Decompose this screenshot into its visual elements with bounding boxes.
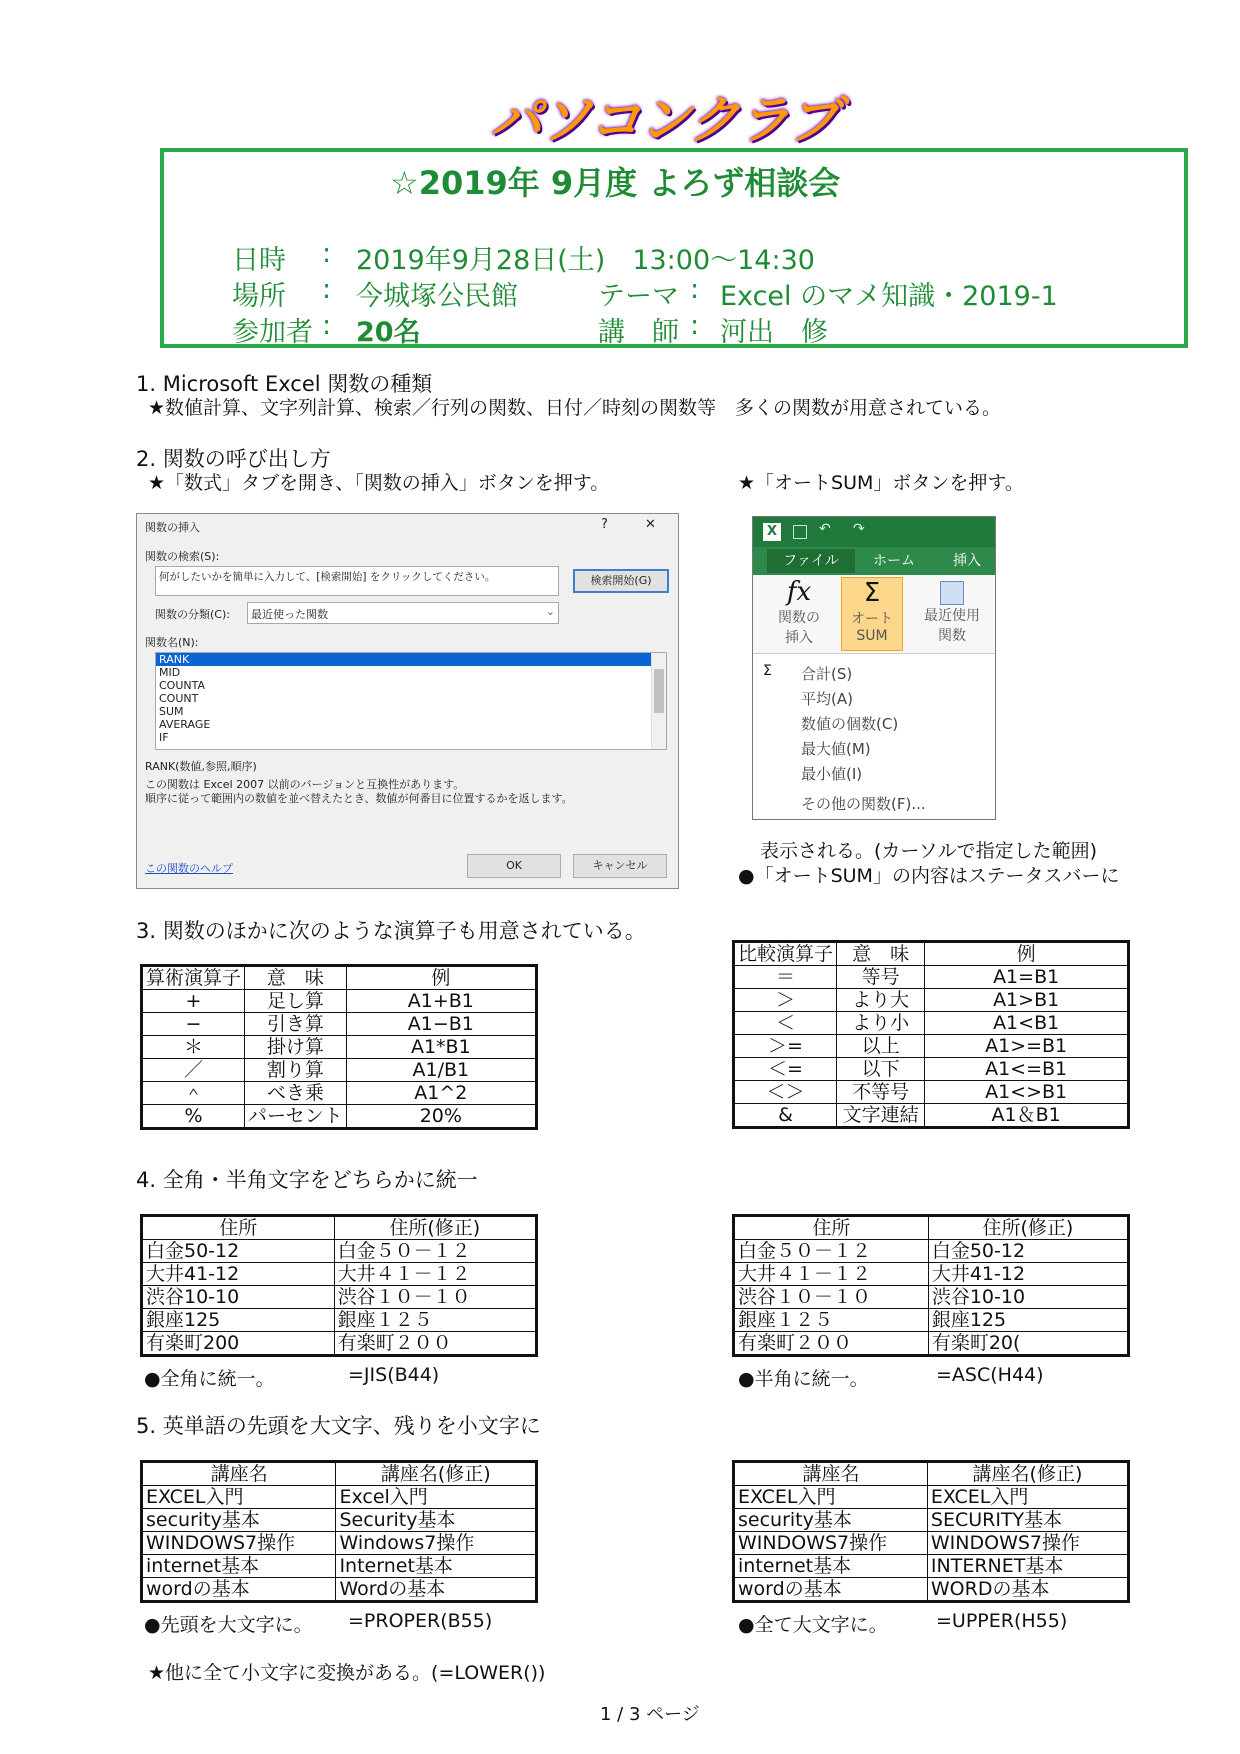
table-header-row [142,1462,537,1486]
autosum-note-2: ●「オートSUM」の内容はステータスバーに [738,865,1120,887]
table-cell: 有楽町20( [928,1332,1128,1356]
dialog-title: 関数の挿入 [145,521,200,534]
table-cell: ＜ [734,1012,837,1035]
table-header-row [142,966,537,990]
club-logo: パソコンクラブ [490,91,838,151]
function-list-item[interactable]: IF [159,731,169,744]
table-cell: Security基本 [336,1509,537,1532]
autosum-button[interactable] [841,577,903,651]
function-list-item[interactable]: SUM [159,705,184,718]
table-cell: internet基本 [142,1555,336,1578]
table-row [142,1486,537,1509]
table-header-cell: 住所 [142,1216,335,1240]
table-cell: 銀座１２５ [734,1309,929,1332]
table-row [734,1555,1129,1578]
table-cell: + [142,990,245,1013]
place-sep: : [322,274,332,305]
table-cell: ＾ [142,1082,245,1105]
table-cell: 文字連結 [837,1104,925,1128]
table-cell: WINDOWS7操作 [927,1532,1128,1555]
table-cell: ＊ [142,1036,245,1059]
table-row [142,1013,537,1036]
proper-note: ●先頭を大文字に。 [144,1614,313,1636]
lecturer-value: 河出 修 [720,317,828,348]
table-row [734,1058,1129,1081]
table-cell: 大井41-12 [928,1263,1128,1286]
function-list[interactable] [155,652,667,750]
table-cell: ／ [142,1059,245,1082]
table-row [734,1012,1129,1035]
table-cell: A1^2 [346,1082,536,1105]
table-row [734,1578,1129,1602]
table-header-row [142,1216,537,1240]
table-cell: 以下 [837,1058,925,1081]
table-cell: INTERNET基本 [927,1555,1128,1578]
table-row [734,966,1129,989]
table-cell: 以上 [837,1035,925,1058]
category-select[interactable] [247,602,559,624]
table-header-cell: 例 [346,966,536,990]
table-cell: WORDの基本 [927,1578,1128,1602]
dialog-help-icon[interactable]: ? [601,517,608,532]
table-cell: EXCEL入門 [927,1486,1128,1509]
table-cell: 引き算 [245,1013,347,1036]
table-cell: A1+B1 [346,990,536,1013]
tab-home[interactable]: ホーム [873,553,915,569]
table-row [142,1286,537,1309]
recent-functions-label-1: 最近使用 [924,608,980,624]
asc-formula: =ASC(H44) [936,1364,1044,1386]
autosum-label-2: SUM [856,628,888,644]
place-label: 場所 [232,281,286,312]
table-cell: 白金50-12 [928,1240,1128,1263]
table-cell: A1＆B1 [925,1104,1129,1128]
function-list-scrollbar[interactable] [651,653,666,749]
table-header-cell: 意 味 [837,942,925,966]
table-cell: 大井４１－１２ [334,1263,536,1286]
table-header-cell: 講座名(修正) [927,1462,1128,1486]
table-cell: 大井４１－１２ [734,1263,929,1286]
upper-formula: =UPPER(H55) [936,1610,1068,1632]
date-label: 日時 [232,245,286,276]
table-cell: 銀座１２５ [334,1309,536,1332]
table-row [734,1104,1129,1128]
table-cell: WINDOWS7操作 [142,1532,336,1555]
table-row [142,1532,537,1555]
search-label: 関数の検索(S): [145,550,220,563]
table-row [734,1286,1129,1309]
table-cell: A1<=B1 [925,1058,1129,1081]
autosum-menu-item[interactable]: 平均(A) [801,690,853,708]
table-cell: wordの基本 [734,1578,928,1602]
tab-file[interactable]: ファイル [767,549,855,573]
search-start-button[interactable]: 検索開始(G) [573,569,669,593]
tab-insert[interactable]: 挿入 [953,553,981,569]
function-list-item[interactable]: AVERAGE [159,718,211,731]
proper-case-table [140,1460,538,1603]
table-cell: − [142,1013,245,1036]
table-cell: A1*B1 [346,1036,536,1059]
theme-sep: : [690,274,700,305]
table-cell: ＞= [734,1035,837,1058]
table-row [142,990,537,1013]
table-row [142,1240,537,1263]
table-cell: A1=B1 [925,966,1129,989]
table-row [142,1263,537,1286]
function-list-item[interactable]: COUNT [159,692,199,705]
page-number: 1 / 3 ページ [600,1704,700,1725]
table-cell: 掛け算 [245,1036,347,1059]
attendees-sep: : [322,310,332,341]
jis-formula: =JIS(B44) [348,1364,440,1386]
function-signature: RANK(数値,参照,順序) [145,760,257,773]
fullwidth-note: ●全角に統一。 [144,1368,275,1390]
table-header-cell: 比較演算子 [734,942,837,966]
category-value: 最近使った関数 [251,608,328,621]
table-header-cell: 住所 [734,1216,929,1240]
table-row [734,1240,1129,1263]
table-row [142,1509,537,1532]
section3-heading: 3. 関数のほかに次のような演算子も用意されている。 [136,919,646,943]
table-row [142,1082,537,1105]
autosum-menu-item[interactable]: その他の関数(F)... [801,795,926,813]
table-row [734,1532,1129,1555]
table-cell: より小 [837,1012,925,1035]
table-row [734,1081,1129,1104]
section1-heading: 1. Microsoft Excel 関数の種類 [136,372,433,396]
sigma-small-icon: Σ [763,663,772,679]
section2-left-text: ★「数式」タブを開き、「関数の挿入」ボタンを押す。 [148,472,610,494]
attendees-label: 参加者 [232,317,313,348]
insert-function-button[interactable] [763,577,835,651]
table-cell: 等号 [837,966,925,989]
redo-icon[interactable]: ↷ [853,521,865,537]
table-cell: 白金５０－１２ [334,1240,536,1263]
table-row [734,1035,1129,1058]
table-header-row [734,1462,1129,1486]
function-list-item[interactable]: RANK [156,653,666,666]
table-row [142,1309,537,1332]
section1-text: ★数値計算、文字列計算、検索／行列の関数、日付／時刻の関数等 多くの関数が用意されている。 [148,397,1002,419]
table-cell: 渋谷１０－１０ [734,1286,929,1309]
table-cell: security基本 [734,1509,928,1532]
insert-function-dialog [136,513,679,889]
table-row [142,1332,537,1356]
autosum-menu-item[interactable]: 合計(S) [801,665,853,683]
table-cell: パーセント [245,1105,347,1129]
save-icon[interactable] [793,525,807,539]
function-description-2: 順序に従って範囲内の数値を並べ替えたとき、数値が何番目に位置するかを返します。 [145,792,573,805]
table-cell: 不等号 [837,1081,925,1104]
comparison-operators-table [732,940,1130,1129]
table-cell: 渋谷10-10 [142,1286,335,1309]
table-header-cell: 講座名(修正) [336,1462,537,1486]
table-header-cell: 住所(修正) [928,1216,1128,1240]
table-row [142,1059,537,1082]
table-header-cell: 住所(修正) [334,1216,536,1240]
place-value: 今城塚公民館 [356,281,518,312]
lecturer-sep: : [690,310,700,341]
function-search-value: 何がしたいかを簡単に入力して、[検索開始] をクリックしてください。 [159,571,496,583]
table-cell: wordの基本 [142,1578,336,1602]
table-cell: 大井41-12 [142,1263,335,1286]
scrollbar-thumb[interactable] [654,669,664,713]
table-cell: ＜＞ [734,1081,837,1104]
date-value: 2019年9月28日(土) 13:00～14:30 [356,245,815,276]
table-cell: EXCEL入門 [734,1486,928,1509]
undo-icon[interactable]: ↶ [819,521,831,537]
table-cell: ＜= [734,1058,837,1081]
halfwidth-note: ●半角に統一。 [738,1368,869,1390]
book-icon [940,581,964,605]
function-names-label: 関数名(N): [145,636,199,649]
section2-right-text: ★「オートSUM」ボタンを押す。 [738,472,1024,494]
table-row [734,1309,1129,1332]
function-list-items [156,653,666,744]
sigma-icon: Σ [863,578,881,608]
fx-icon: fx [786,577,812,607]
table-row [142,1105,537,1129]
table-cell: 渋谷10-10 [928,1286,1128,1309]
section2-heading: 2. 関数の呼び出し方 [136,447,331,471]
upper-note: ●全て大文字に。 [738,1614,888,1636]
table-cell: 渋谷１０－１０ [334,1286,536,1309]
autosum-note-1: 表示される。(カーソルで指定した範囲) [760,840,1098,862]
table-cell: 20% [346,1105,536,1129]
table-row [142,1036,537,1059]
table-cell: Internet基本 [336,1555,537,1578]
table-cell: ＝ [734,966,837,989]
upper-case-table [732,1460,1130,1603]
autosum-menu-item[interactable]: 数値の個数(C) [801,715,899,733]
table-header-cell: 講座名 [142,1462,336,1486]
table-row [734,1509,1129,1532]
recent-functions-button[interactable] [913,577,991,651]
table-cell: より大 [837,989,925,1012]
table-header-cell: 講座名 [734,1462,928,1486]
table-header-cell: 算術演算子 [142,966,245,990]
cancel-button[interactable]: キャンセル [573,854,667,878]
table-cell: Excel入門 [336,1486,537,1509]
table-row [142,1555,537,1578]
table-cell: % [142,1105,245,1129]
section5-heading: 5. 英単語の先頭を大文字、残りを小文字に [136,1414,541,1438]
function-search-input[interactable] [155,566,559,596]
arithmetic-operators-table [140,964,538,1130]
table-row [734,1263,1129,1286]
autosum-label-1: オート [851,611,893,627]
halfwidth-address-table [732,1214,1130,1357]
section4-heading: 4. 全角・半角文字をどちらかに統一 [136,1168,478,1192]
table-cell: 有楽町200 [142,1332,335,1356]
event-title: ☆2019年 9月度 よろず相談会 [390,164,841,202]
ok-button[interactable]: OK [467,854,561,878]
function-list-item[interactable]: COUNTA [159,679,206,692]
ribbon-tab-bar [753,547,995,575]
lower-note: ★他に全て小文字に変換がある。(=LOWER()) [148,1662,546,1684]
table-cell: 有楽町２００ [734,1332,929,1356]
table-header-cell: 例 [925,942,1129,966]
excel-icon: X [763,523,781,541]
table-cell: 有楽町２００ [334,1332,536,1356]
insert-function-label-2: 挿入 [785,630,813,646]
table-cell: 足し算 [245,990,347,1013]
attendees-value: 20名 [356,317,421,348]
table-cell: A1−B1 [346,1013,536,1036]
function-list-item[interactable]: MID [159,666,181,679]
table-header-cell: 意 味 [245,966,347,990]
function-help-link[interactable]: この関数のヘルプ [145,862,233,875]
table-cell: A1>B1 [925,989,1129,1012]
table-cell: EXCEL入門 [142,1486,336,1509]
recent-functions-label-2: 関数 [938,628,966,644]
formula-ribbon-group [753,575,995,654]
insert-function-label-1: 関数の [778,610,820,626]
quick-access-bar [753,517,995,547]
table-cell: security基本 [142,1509,336,1532]
table-row [734,989,1129,1012]
autosum-menu-item[interactable]: 最大値(M) [801,740,871,758]
table-cell: ＞ [734,989,837,1012]
table-row [142,1578,537,1602]
table-cell: 銀座125 [142,1309,335,1332]
table-row [734,1332,1129,1356]
dialog-close-icon[interactable]: ✕ [645,517,656,532]
fullwidth-address-table [140,1214,538,1357]
table-cell: A1<B1 [925,1012,1129,1035]
table-cell: 白金50-12 [142,1240,335,1263]
table-cell: internet基本 [734,1555,928,1578]
autosum-ribbon-screenshot [752,516,996,820]
table-cell: 銀座125 [928,1309,1128,1332]
table-cell: WINDOWS7操作 [734,1532,928,1555]
autosum-menu-item[interactable]: 最小値(I) [801,765,863,783]
table-row [734,1486,1129,1509]
table-cell: SECURITY基本 [927,1509,1128,1532]
proper-formula: =PROPER(B55) [348,1610,493,1632]
theme-value: Excel のマメ知識・2019-1 [720,281,1058,312]
table-cell: A1<>B1 [925,1081,1129,1104]
theme-label: テーマ [598,281,679,312]
table-cell: べき乗 [245,1082,347,1105]
table-header-row [734,1216,1129,1240]
function-description-1: この関数は Excel 2007 以前のバージョンと互換性があります。 [145,778,465,791]
table-cell: A1>=B1 [925,1035,1129,1058]
table-cell: 割り算 [245,1059,347,1082]
table-cell: 白金５０－１２ [734,1240,929,1263]
date-sep: : [322,238,332,269]
table-cell: Wordの基本 [336,1578,537,1602]
table-header-row [734,942,1129,966]
table-cell: Windows7操作 [336,1532,537,1555]
category-label: 関数の分類(C): [155,608,230,621]
chevron-down-icon: ⌄ [545,605,555,618]
lecturer-label: 講 師 [598,317,679,348]
table-cell: & [734,1104,837,1128]
table-cell: A1/B1 [346,1059,536,1082]
